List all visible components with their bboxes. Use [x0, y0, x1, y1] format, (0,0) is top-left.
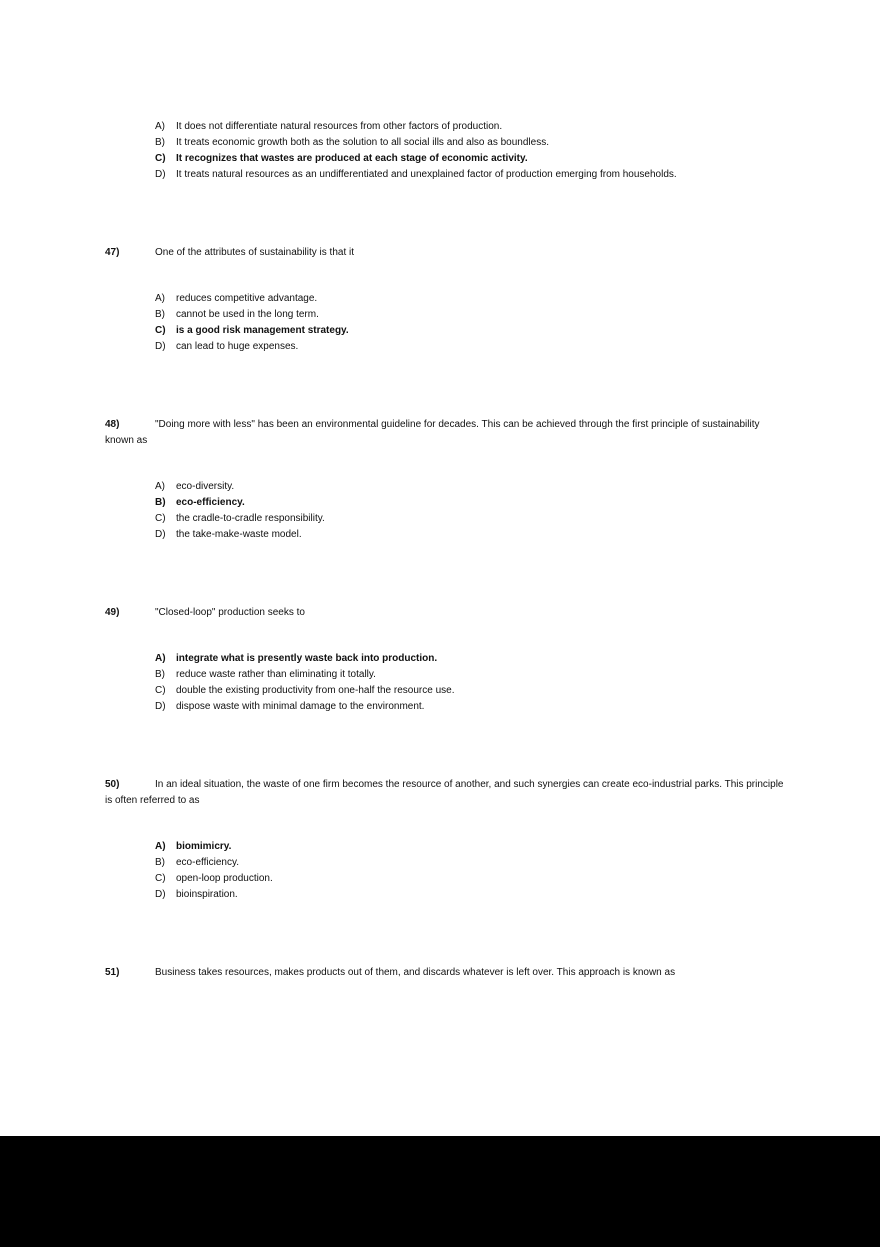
option-row — [155, 527, 785, 543]
option-letter: B) — [155, 309, 165, 320]
question-number: 48) — [105, 419, 120, 430]
option-letter: C) — [155, 873, 166, 884]
option-text: eco-diversity. — [176, 481, 235, 492]
options-list — [155, 651, 785, 715]
option-text: dispose waste with minimal damage to the environment. — [176, 701, 425, 712]
question-text: "Doing more with less" has been an environmental guideline for decades. This can be achieved through the first principle of sustainability known as — [105, 419, 760, 446]
option-row — [155, 307, 785, 323]
option-text: eco-efficiency. — [176, 497, 245, 508]
option-text: It treats economic growth both as the solution to all social ills and also as boundless. — [176, 137, 549, 148]
option-row — [155, 119, 785, 135]
question-text: In an ideal situation, the waste of one firm becomes the resource of another, and such synergies can create eco-industrial parks. This principle is often referred to as — [105, 779, 784, 806]
option-letter: D) — [155, 701, 166, 712]
option-row-correct — [155, 323, 785, 339]
question-header — [105, 605, 785, 621]
option-text: open-loop production. — [176, 873, 273, 884]
option-text: reduce waste rather than eliminating it totally. — [176, 669, 376, 680]
option-row-correct — [155, 839, 785, 855]
question-number: 49) — [105, 607, 120, 618]
option-letter: D) — [155, 341, 166, 352]
option-letter: B) — [155, 497, 166, 508]
options-list — [155, 119, 785, 183]
option-letter: B) — [155, 857, 165, 868]
option-letter: D) — [155, 529, 166, 540]
option-row — [155, 511, 785, 527]
option-text: integrate what is presently waste back into production. — [176, 653, 438, 664]
option-text: reduces competitive advantage. — [176, 293, 318, 304]
option-row — [155, 871, 785, 887]
option-row — [155, 667, 785, 683]
option-text: biomimicry. — [176, 841, 232, 852]
option-letter: A) — [155, 121, 165, 132]
option-text: is a good risk management strategy. — [176, 325, 349, 336]
option-text: It recognizes that wastes are produced at each stage of economic activity. — [176, 153, 528, 164]
bottom-bar — [0, 1136, 880, 1247]
option-text: It does not differentiate natural resources from other factors of production. — [176, 121, 503, 132]
options-list — [155, 479, 785, 543]
option-text: bioinspiration. — [176, 889, 238, 900]
option-row — [155, 479, 785, 495]
option-text: can lead to huge expenses. — [176, 341, 299, 352]
question-text: "Closed-loop" production seeks to — [155, 607, 305, 618]
option-letter: A) — [155, 841, 166, 852]
option-row-correct — [155, 495, 785, 511]
option-letter: A) — [155, 293, 165, 304]
option-letter: C) — [155, 685, 166, 696]
option-letter: B) — [155, 669, 165, 680]
option-letter: C) — [155, 325, 166, 336]
option-row — [155, 683, 785, 699]
options-list — [155, 839, 785, 903]
option-text: cannot be used in the long term. — [176, 309, 319, 320]
option-letter: C) — [155, 513, 166, 524]
question-text: One of the attributes of sustainability is that it — [155, 247, 354, 258]
options-list — [155, 291, 785, 355]
option-letter: A) — [155, 481, 165, 492]
option-text: the cradle-to-cradle responsibility. — [176, 513, 325, 524]
question-block-50 — [105, 777, 785, 903]
option-row — [155, 699, 785, 715]
question-block-51 — [105, 965, 785, 981]
question-header — [105, 965, 785, 981]
option-row — [155, 855, 785, 871]
option-letter: D) — [155, 169, 166, 180]
question-header — [105, 417, 785, 449]
option-text: It treats natural resources as an undifferentiated and unexplained factor of production emerging from households. — [176, 169, 677, 180]
question-number: 50) — [105, 779, 120, 790]
option-text: eco-efficiency. — [176, 857, 239, 868]
question-block-48 — [105, 417, 785, 543]
question-block-47 — [105, 245, 785, 355]
question-number: 47) — [105, 247, 120, 258]
option-text: the take-make-waste model. — [176, 529, 302, 540]
option-letter: C) — [155, 153, 166, 164]
option-row-correct — [155, 651, 785, 667]
option-letter: A) — [155, 653, 166, 664]
question-text: Business takes resources, makes products out of them, and discards whatever is left over. This approach is known as — [155, 967, 676, 978]
question-block-options-continuation — [105, 119, 785, 183]
option-row — [155, 887, 785, 903]
question-header — [105, 245, 785, 261]
option-row-correct — [155, 151, 785, 167]
question-number: 51) — [105, 967, 120, 978]
option-text: double the existing productivity from one-half the resource use. — [176, 685, 455, 696]
option-row — [155, 135, 785, 151]
question-header — [105, 777, 785, 809]
option-row — [155, 291, 785, 307]
question-block-49 — [105, 605, 785, 715]
option-letter: D) — [155, 889, 166, 900]
option-letter: B) — [155, 137, 165, 148]
option-row — [155, 339, 785, 355]
option-row — [155, 167, 785, 183]
